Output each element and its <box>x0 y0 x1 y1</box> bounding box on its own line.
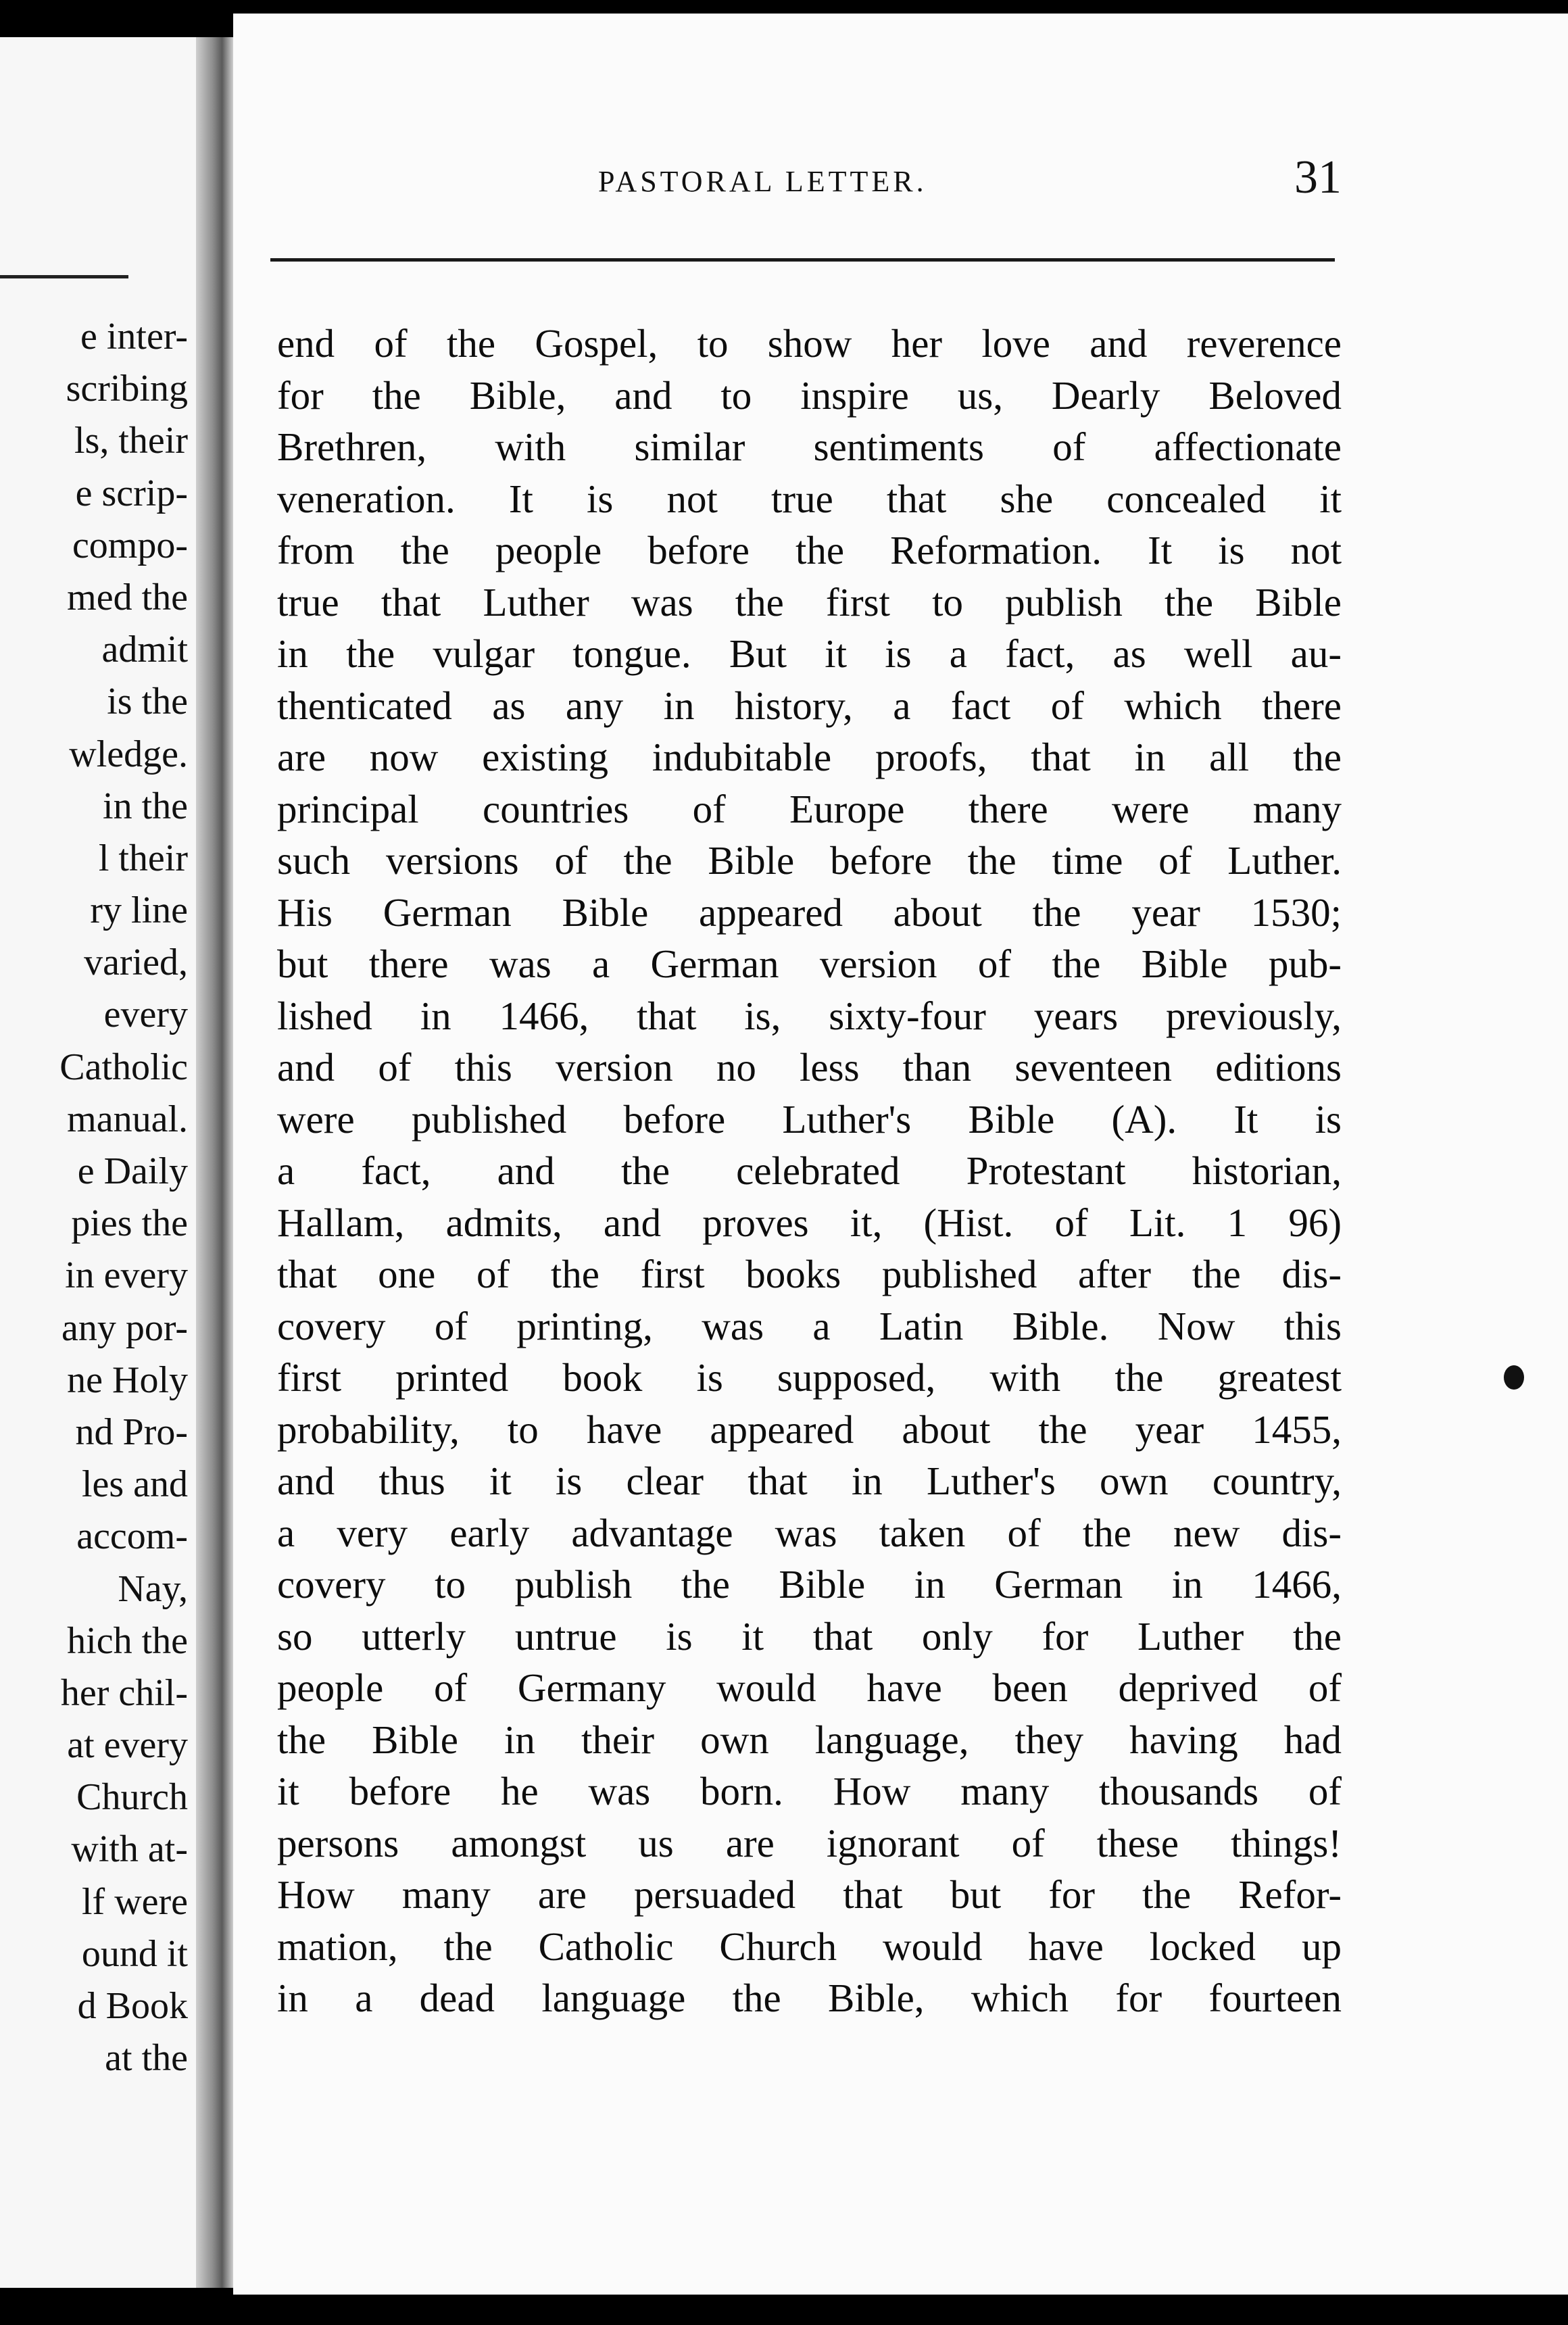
left-page-line: l their <box>98 837 188 879</box>
text-line: thenticated as any in history, a fact of which there <box>277 683 1342 728</box>
text-line: that one of the first books published after the dis- <box>277 1252 1342 1296</box>
text-line: and of this version no less than seventeen editions <box>277 1045 1342 1090</box>
left-page-line: Church <box>76 1776 188 1819</box>
text-line: true that Luther was the first to publish the Bible <box>277 579 1342 625</box>
left-page-line: les and <box>81 1463 188 1506</box>
left-page-line: manual. <box>67 1098 188 1140</box>
left-page-line: compo- <box>72 524 188 566</box>
text-line: covery of printing, was a Latin Bible. Now this <box>277 1303 1342 1348</box>
text-line: first printed book is supposed, with the greatest <box>277 1355 1342 1400</box>
text-line: veneration. It is not true that she concealed it <box>277 476 1342 521</box>
text-line: but there was a German version of the Bible pub- <box>277 941 1342 986</box>
left-page-line: scribing <box>66 368 188 410</box>
text-line: the Bible in their own language, they having had <box>277 1717 1342 1762</box>
book-gutter-shadow <box>196 37 233 2288</box>
left-page-line: with at- <box>71 1828 188 1871</box>
left-page-line: varied, <box>84 941 188 984</box>
left-page-line: e Daily <box>77 1150 188 1192</box>
text-line: mation, the Catholic Church would have locked up <box>277 1924 1342 1969</box>
text-line: Brethren, with similar sentiments of affectionate <box>277 424 1342 469</box>
left-page-line: pies the <box>71 1202 188 1245</box>
text-line: persons amongst us are ignorant of these things! <box>277 1820 1342 1865</box>
text-line: lished in 1466, that is, sixty-four years previously, <box>277 993 1342 1038</box>
text-line: were published before Luther's Bible (A). It is <box>277 1096 1342 1142</box>
left-page-line: wledge. <box>69 733 188 775</box>
left-page-text-column <box>0 311 188 2084</box>
left-page-line: e inter- <box>80 316 188 358</box>
left-page-line: ound it <box>81 1932 188 1975</box>
left-page-line: Catholic <box>59 1046 188 1088</box>
left-page-line: e scrip- <box>75 472 188 514</box>
left-page-line: her chil- <box>60 1671 188 1714</box>
text-line: it before he was born. How many thousands of <box>277 1769 1342 1813</box>
text-line: for the Bible, and to inspire us, Dearly Beloved <box>277 372 1342 418</box>
text-line: in the vulgar tongue. But it is a fact, as well au- <box>277 631 1342 676</box>
left-page-line: at the <box>105 2037 188 2080</box>
left-page-line: is the <box>107 681 188 723</box>
left-page-line: lf were <box>81 1880 188 1923</box>
page-bottom-edge <box>233 2295 1568 2325</box>
text-line: such versions of the Bible before the time of Luther. <box>277 838 1342 883</box>
text-line: probability, to have appeared about the year 1455, <box>277 1406 1342 1452</box>
left-page-line: in every <box>65 1254 188 1297</box>
ink-spot <box>1504 1365 1524 1390</box>
text-line: principal countries of Europe there were many <box>277 786 1342 831</box>
header-rule <box>270 258 1335 262</box>
text-line: a fact, and the celebrated Protestant historian, <box>277 1148 1342 1193</box>
running-title: PASTORAL LETTER. <box>598 165 927 198</box>
text-line: in a dead language the Bible, which for fourteen <box>277 1976 1342 2020</box>
text-line: and thus it is clear that in Luther's own country, <box>277 1459 1342 1503</box>
left-page-line: at every <box>67 1724 188 1767</box>
text-line: so utterly untrue is it that only for Luther the <box>277 1613 1342 1659</box>
text-line: are now existing indubitable proofs, that in all the <box>277 735 1342 779</box>
text-line: His German Bible appeared about the year 1530; <box>277 889 1342 935</box>
text-line: end of the Gospel, to show her love and reverence <box>277 321 1342 366</box>
body-text <box>277 318 1342 2024</box>
left-page-line: hich the <box>67 1619 188 1662</box>
left-page-line: ls, their <box>74 420 188 462</box>
left-page-line: nd Pro- <box>75 1411 188 1453</box>
left-page-line: med the <box>67 576 188 618</box>
left-page-line: ry line <box>90 889 188 932</box>
left-page-line: accom- <box>76 1515 188 1558</box>
left-page-line: admit <box>101 629 188 671</box>
left-page-line: any por- <box>61 1306 188 1349</box>
text-line: from the people before the Reformation. It is not <box>277 528 1342 572</box>
text-line: a very early advantage was taken of the new dis- <box>277 1510 1342 1555</box>
left-page-header-rule <box>0 275 128 278</box>
text-line: How many are persuaded that but for the Refor- <box>277 1872 1342 1917</box>
page-number: 31 <box>1294 151 1342 203</box>
left-page-line: every <box>103 994 188 1036</box>
left-page-line: Nay, <box>118 1567 188 1610</box>
left-facing-page <box>0 37 203 2288</box>
left-page-line: ne Holy <box>67 1359 188 1401</box>
text-line: people of Germany would have been deprived of <box>277 1665 1342 1710</box>
page-header <box>233 145 1342 213</box>
left-page-line: in the <box>103 785 188 827</box>
left-page-line: d Book <box>77 1985 188 2027</box>
text-line: Hallam, admits, and proves it, (Hist. of Lit. 1 96) <box>277 1200 1342 1245</box>
text-line: covery to publish the Bible in German in 1466, <box>277 1562 1342 1607</box>
